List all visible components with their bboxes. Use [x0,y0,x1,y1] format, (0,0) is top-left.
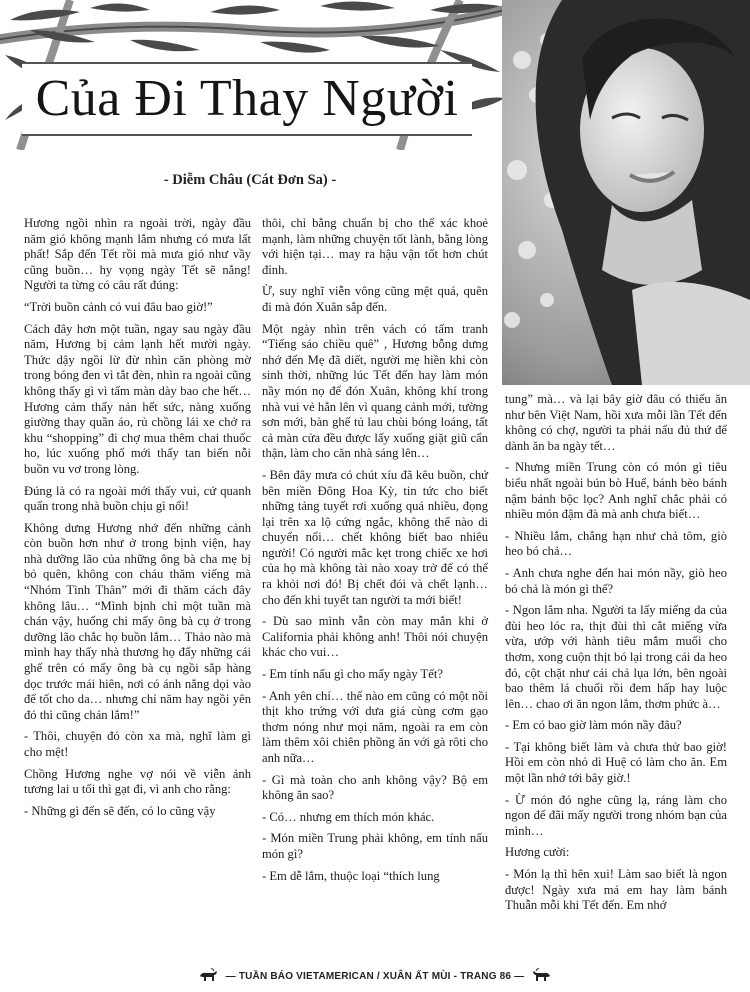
goat-icon [532,968,552,984]
paragraph: - Có… nhưng em thích món khác. [262,809,435,824]
paragraph: Đúng là có ra ngoài mới thấy vui, cứ quanh quẩn trong nhà buồn chịu gì nổi! [24,483,251,514]
article-author: - Diễm Châu (Cát Đơn Sa) - [163,172,337,188]
page-footer [0,966,750,986]
paragraph: - Thôi, chuyện đó còn xa mà, nghĩ làm gì cho mệt! [24,729,251,759]
paragraph: thôi, chỉ bằng chuẩn bị cho thể xác khoẻ mạnh, làm những chuyện tốt lành, bằng lòng với hiện tại… may ra hậu vận tốt hơn chút đỉnh. [262,216,488,277]
paragraph: - Dù sao mình vẫn còn may mắn khi ở California phải không anh! Thôi nói chuyện khác cho vui… [262,614,488,660]
text-column-2 [262,216,488,890]
paragraph: - Em có bao giờ làm món nầy đâu? [505,718,682,733]
paragraph: - Nhiều lắm, chẳng hạn như chả tôm, giò heo bó chả… [505,528,727,559]
paragraph: - Ngon lắm nha. Người ta lấy miếng da của đùi heo lóc ra, thịt đùi thì cắt miếng vừa vừa, ướp với hành tiêu mắm muối cho thơm, xong cuộn thịt bó lại trong cái da heo đó, cột chặt như cái chả lụa lớn, bên ngoài bao thêm lá chuối rồi đem hấp hay luộc lên… chao ơi ăn ngon lắm, thơm phức à… [505,603,727,711]
paragraph: - Anh chưa nghe đến hai món nầy, giò heo bó chả là món gì thế? [505,565,727,596]
woman-portrait-photo [502,0,750,385]
footer-text: — TUẦN BÁO VIETAMERICAN / XUÂN ẤT MÙI - TRANG 86 — [225,970,525,982]
paragraph: Hương cười: [505,845,570,860]
paragraph: Không dưng Hương nhớ đến những cảnh còn buồn hơn như ở trong bịnh viện, hay nhà dưỡng lão của những ông bà cha mẹ bị bỏ quên, không con cháu thăm viếng mà “Nhóm Tình Thân” mới đi thăm cách đây không lâu… “Mình bịnh chỉ một tuần mà chán vậy, huống chi mấy ông bà cụ ở trong dưỡng lão chắc họ buồn lắm… Thảo nào mà mình hay thấy nhà thương họ đẩy những cái ghế trên có mấy ông bà cụ ngồi sắp hàng dọc trước mái hiên, nơi có ánh nắng dọi vào để tốt cho da… nhưng chỉ năm hay ngồi yên đó thì cũng chán lắm!” [24,520,251,722]
article-title: Của Đi Thay Người [35,70,459,127]
paragraph: - Bên đây mưa có chút xíu đã kêu buồn, chứ bên miền Đông Hoa Kỳ, tin tức cho biết những tảng tuyết rơi xuống quá nhiều, đọng lại trên xa lộ cứng ngắc, không thể nào di chuyển nổi… chết không biết bao nhiêu người! Có người mắc kẹt trong chiếc xe hơi của họ mà không tài nào xoay trở để có thể ra khỏi nơi đó! Bị chết đói và chết lạnh… cho đến khi tuyết tan người ta mới biết! [262,467,488,607]
paragraph: - Em dễ lắm, thuộc loại “thích lung [262,868,440,883]
paragraph: - Nhưng miền Trung còn có món gì tiêu biểu nhất ngoài bún bò Huế, bánh bèo bánh nậm bánh bộc lọc? Anh nghĩ chắc phải có nhiều món đậm đà mà anh chưa biết… [505,460,727,522]
paragraph: tung” mà… và lại bây giờ đâu có thiếu ăn như bên Việt Nam, hồi xưa mỗi lần Tết đến không có chợ, người ta phải nấu đủ thứ để dành ăn ba ngày tết… [505,392,727,453]
paragraph: “Trời buồn cảnh có vui đâu bao giờ!” [24,299,213,314]
paragraph: - Ừ món đó nghe cũng lạ, ráng làm cho ngon để đãi mấy người trong nhóm bạn của mình… [505,792,727,838]
paragraph: - Món miền Trung phải không, em tính nấu món gì? [262,831,488,861]
paragraph: Ừ, suy nghĩ viễn vông cũng mệt quá, quên đi mà đón Xuân sắp đến. [262,284,488,314]
paragraph: - Những gì đến sẽ đến, có lo cũng vậy [24,803,216,818]
paragraph: - Tại không biết làm và chưa thử bao giờ! Hồi em còn nhỏ dì Huệ có làm cho ăn. Em một lần nhớ tới bây giờ.! [505,739,727,786]
goat-icon [198,968,218,984]
paragraph: - Anh yên chí… thế nào em cũng có một nồi thịt kho trứng với dưa giá cùng cơm gạo thơm nóng như mọi năm, ngoài ra em còn làm thêm xôi chiên phồng ăn với gà rôti cho anh nữa… [262,688,488,765]
paragraph: Chồng Hương nghe vợ nói về viễn ảnh tương lai u tối thì gạt đi, vì anh cho rằng: [24,766,251,797]
paragraph: - Em tính nấu gì cho mấy ngày Tết? [262,667,443,682]
paragraph: Hương ngồi nhìn ra ngoài trời, ngày đầu năm gió không mạnh lắm nhưng có mưa lất phất! Sắp đến Tết rồi mà mưa gió như vầy cũng buồn… hy vọng ngày Tết sẽ nắng! Người ta từng có câu rất đúng: [24,216,251,293]
title-box [22,62,472,136]
paragraph: Một ngày nhìn trên vách có tấm tranh “Tiếng sáo chiều quê” , Hương bỗng dưng nhớ đến Mẹ đã diết, người mẹ hiền khi còn sinh thời, những lúc Tết đến hay làm món nầy món nọ để đón Xuân, không khí trong nhà vui vẻ hẳn lên vì quang cảnh mới, tường sơn mới, bàn ghế tủ lau chùi bóng loáng, tất cả màn cửa đều được lấy xuống giặt giũ cẩn thận, làm cho căn nhà sáng lên… [262,321,488,461]
text-column-1 [24,216,251,825]
paragraph: Cách đây hơn một tuần, ngay sau ngày đầu năm, Hương bị cảm lạnh hết mười ngày. Thức dậy ngồi lừ đừ nhìn căn phòng mờ trong bóng đen vì tắt đèn, nhìn ra ngoài cũng không thấy gì vì tấm màn dày bao che hết… Hương cảm thấy nản hết sức, nàng xuống giường thay quần áo, rủ chồng lái xe chở ra khu “shopping” đi chợ mua thêm chai thuốc ho, lúc xuống phố mới thấy tan biến nỗi buồn vu vơ trong lòng. [24,321,251,476]
paragraph: - Gì mà toàn cho anh không vậy? Bộ em không ăn sao? [262,772,488,803]
paragraph: - Món lạ thì hên xui! Làm sao biết là ngon được! Ngày xưa má em hay làm bánh Thuẫn mỗi khi Tết đến. Em nhớ [505,867,727,913]
text-column-3 [505,392,727,920]
